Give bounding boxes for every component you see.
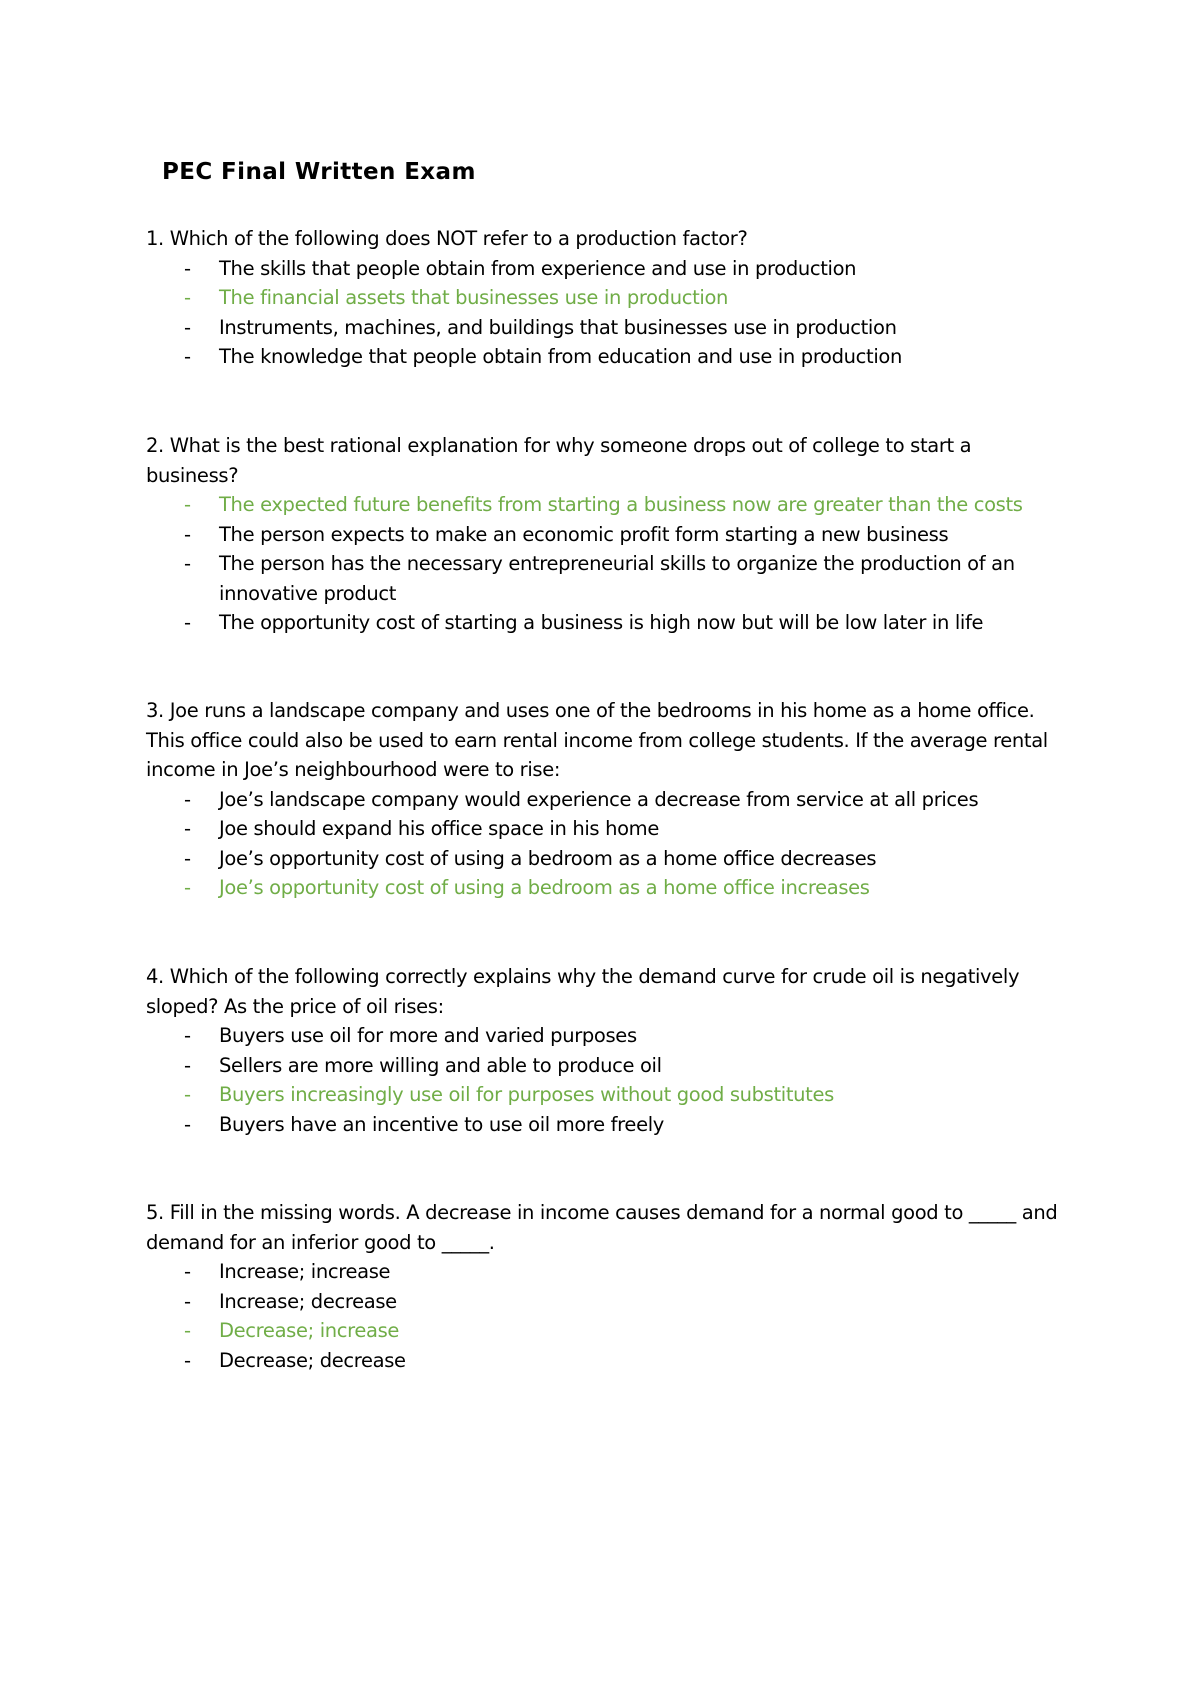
bullet-dash: - [184, 1348, 191, 1372]
bullet-dash: - [184, 493, 191, 516]
question-2 [146, 431, 1066, 638]
answer-option [146, 342, 1066, 372]
question-5 [146, 1198, 1066, 1375]
answer-options [146, 1257, 1066, 1375]
bullet-dash: - [184, 876, 191, 899]
bullet-dash: - [184, 1083, 191, 1106]
option-text: Buyers increasingly use oil for purposes without good substitutes [219, 1083, 834, 1106]
option-text: Decrease; increase [219, 1319, 400, 1342]
option-text: Joe’s opportunity cost of using a bedroom as a home office increases [219, 876, 870, 899]
answer-option [146, 1110, 1066, 1140]
bullet-dash: - [184, 522, 191, 546]
answer-option [146, 254, 1066, 284]
bullet-dash: - [184, 1289, 191, 1313]
answer-option [146, 1287, 1066, 1317]
bullet-dash: - [184, 286, 191, 309]
answer-option [146, 283, 1066, 313]
answer-option [146, 1257, 1066, 1287]
answer-option [146, 490, 1066, 520]
option-text: The opportunity cost of starting a business is high now but will be low later in life [219, 611, 984, 634]
bullet-dash: - [184, 817, 191, 840]
bullet-dash: - [184, 1260, 191, 1283]
option-text: The financial assets that businesses use in production [219, 286, 729, 309]
option-text: Instruments, machines, and buildings that businesses use in production [219, 315, 897, 339]
answer-options [146, 785, 1066, 903]
bullet-dash: - [184, 256, 191, 280]
question-text: 3. Joe runs a landscape company and uses one of the bedrooms in his home as a home office. This office could also be used to earn rental income from college students. If the average rental income in Joe’s neighbourhood were to rise: [146, 699, 1048, 781]
bullet-dash: - [184, 1024, 191, 1047]
answer-option [146, 1346, 1066, 1376]
option-text: The knowledge that people obtain from education and use in production [219, 345, 903, 368]
option-text: Joe’s landscape company would experience a decrease from service at all prices [219, 787, 979, 811]
bullet-dash: - [184, 1319, 191, 1342]
question-text: 5. Fill in the missing words. A decrease in income causes demand for a normal good to _____ and demand for an inferior good to _____. [146, 1201, 1058, 1254]
bullet-dash: - [184, 315, 191, 339]
bullet-dash: - [184, 1053, 191, 1077]
answer-option [146, 1080, 1066, 1110]
question-text: 2. What is the best rational explanation for why someone drops out of college to start a business? [146, 434, 972, 487]
option-text: Buyers use oil for more and varied purposes [219, 1024, 637, 1047]
answer-option [146, 549, 1066, 608]
bullet-dash: - [184, 345, 191, 368]
answer-option [146, 313, 1066, 343]
question-text: 4. Which of the following correctly explains why the demand curve for crude oil is negatively sloped? As the price of oil rises: [146, 965, 1020, 1018]
answer-option [146, 1316, 1066, 1346]
question-1 [146, 224, 1066, 372]
answer-option [146, 608, 1066, 638]
option-text: Increase; increase [219, 1260, 391, 1283]
answer-option [146, 814, 1066, 844]
answer-option [146, 1051, 1066, 1081]
option-text: The skills that people obtain from experience and use in production [219, 256, 857, 280]
option-text: The person has the necessary entrepreneurial skills to organize the production of an innovative product [219, 552, 1015, 605]
bullet-dash: - [184, 611, 191, 634]
answer-options [146, 490, 1066, 638]
answer-options [146, 254, 1066, 372]
answer-options [146, 1021, 1066, 1139]
option-text: Sellers are more willing and able to produce oil [219, 1053, 662, 1077]
question-3 [146, 696, 1066, 903]
option-text: Joe should expand his office space in his home [219, 817, 659, 840]
option-text: The person expects to make an economic profit form starting a new business [219, 522, 949, 546]
option-text: Buyers have an incentive to use oil more freely [219, 1112, 664, 1136]
bullet-dash: - [184, 787, 191, 811]
answer-option [146, 873, 1066, 903]
answer-option [146, 785, 1066, 815]
answer-option [146, 1021, 1066, 1051]
option-text: Increase; decrease [219, 1289, 397, 1313]
option-text: Decrease; decrease [219, 1348, 406, 1372]
bullet-dash: - [184, 1112, 191, 1136]
answer-option [146, 844, 1066, 874]
bullet-dash: - [184, 846, 191, 870]
bullet-dash: - [184, 552, 191, 575]
question-text: 1. Which of the following does NOT refer to a production factor? [146, 227, 748, 250]
option-text: Joe’s opportunity cost of using a bedroom as a home office decreases [219, 846, 877, 870]
option-text: The expected future benefits from starting a business now are greater than the costs [219, 493, 1023, 516]
answer-option [146, 520, 1066, 550]
page-title: PEC Final Written Exam [162, 159, 476, 185]
question-4 [146, 962, 1066, 1139]
